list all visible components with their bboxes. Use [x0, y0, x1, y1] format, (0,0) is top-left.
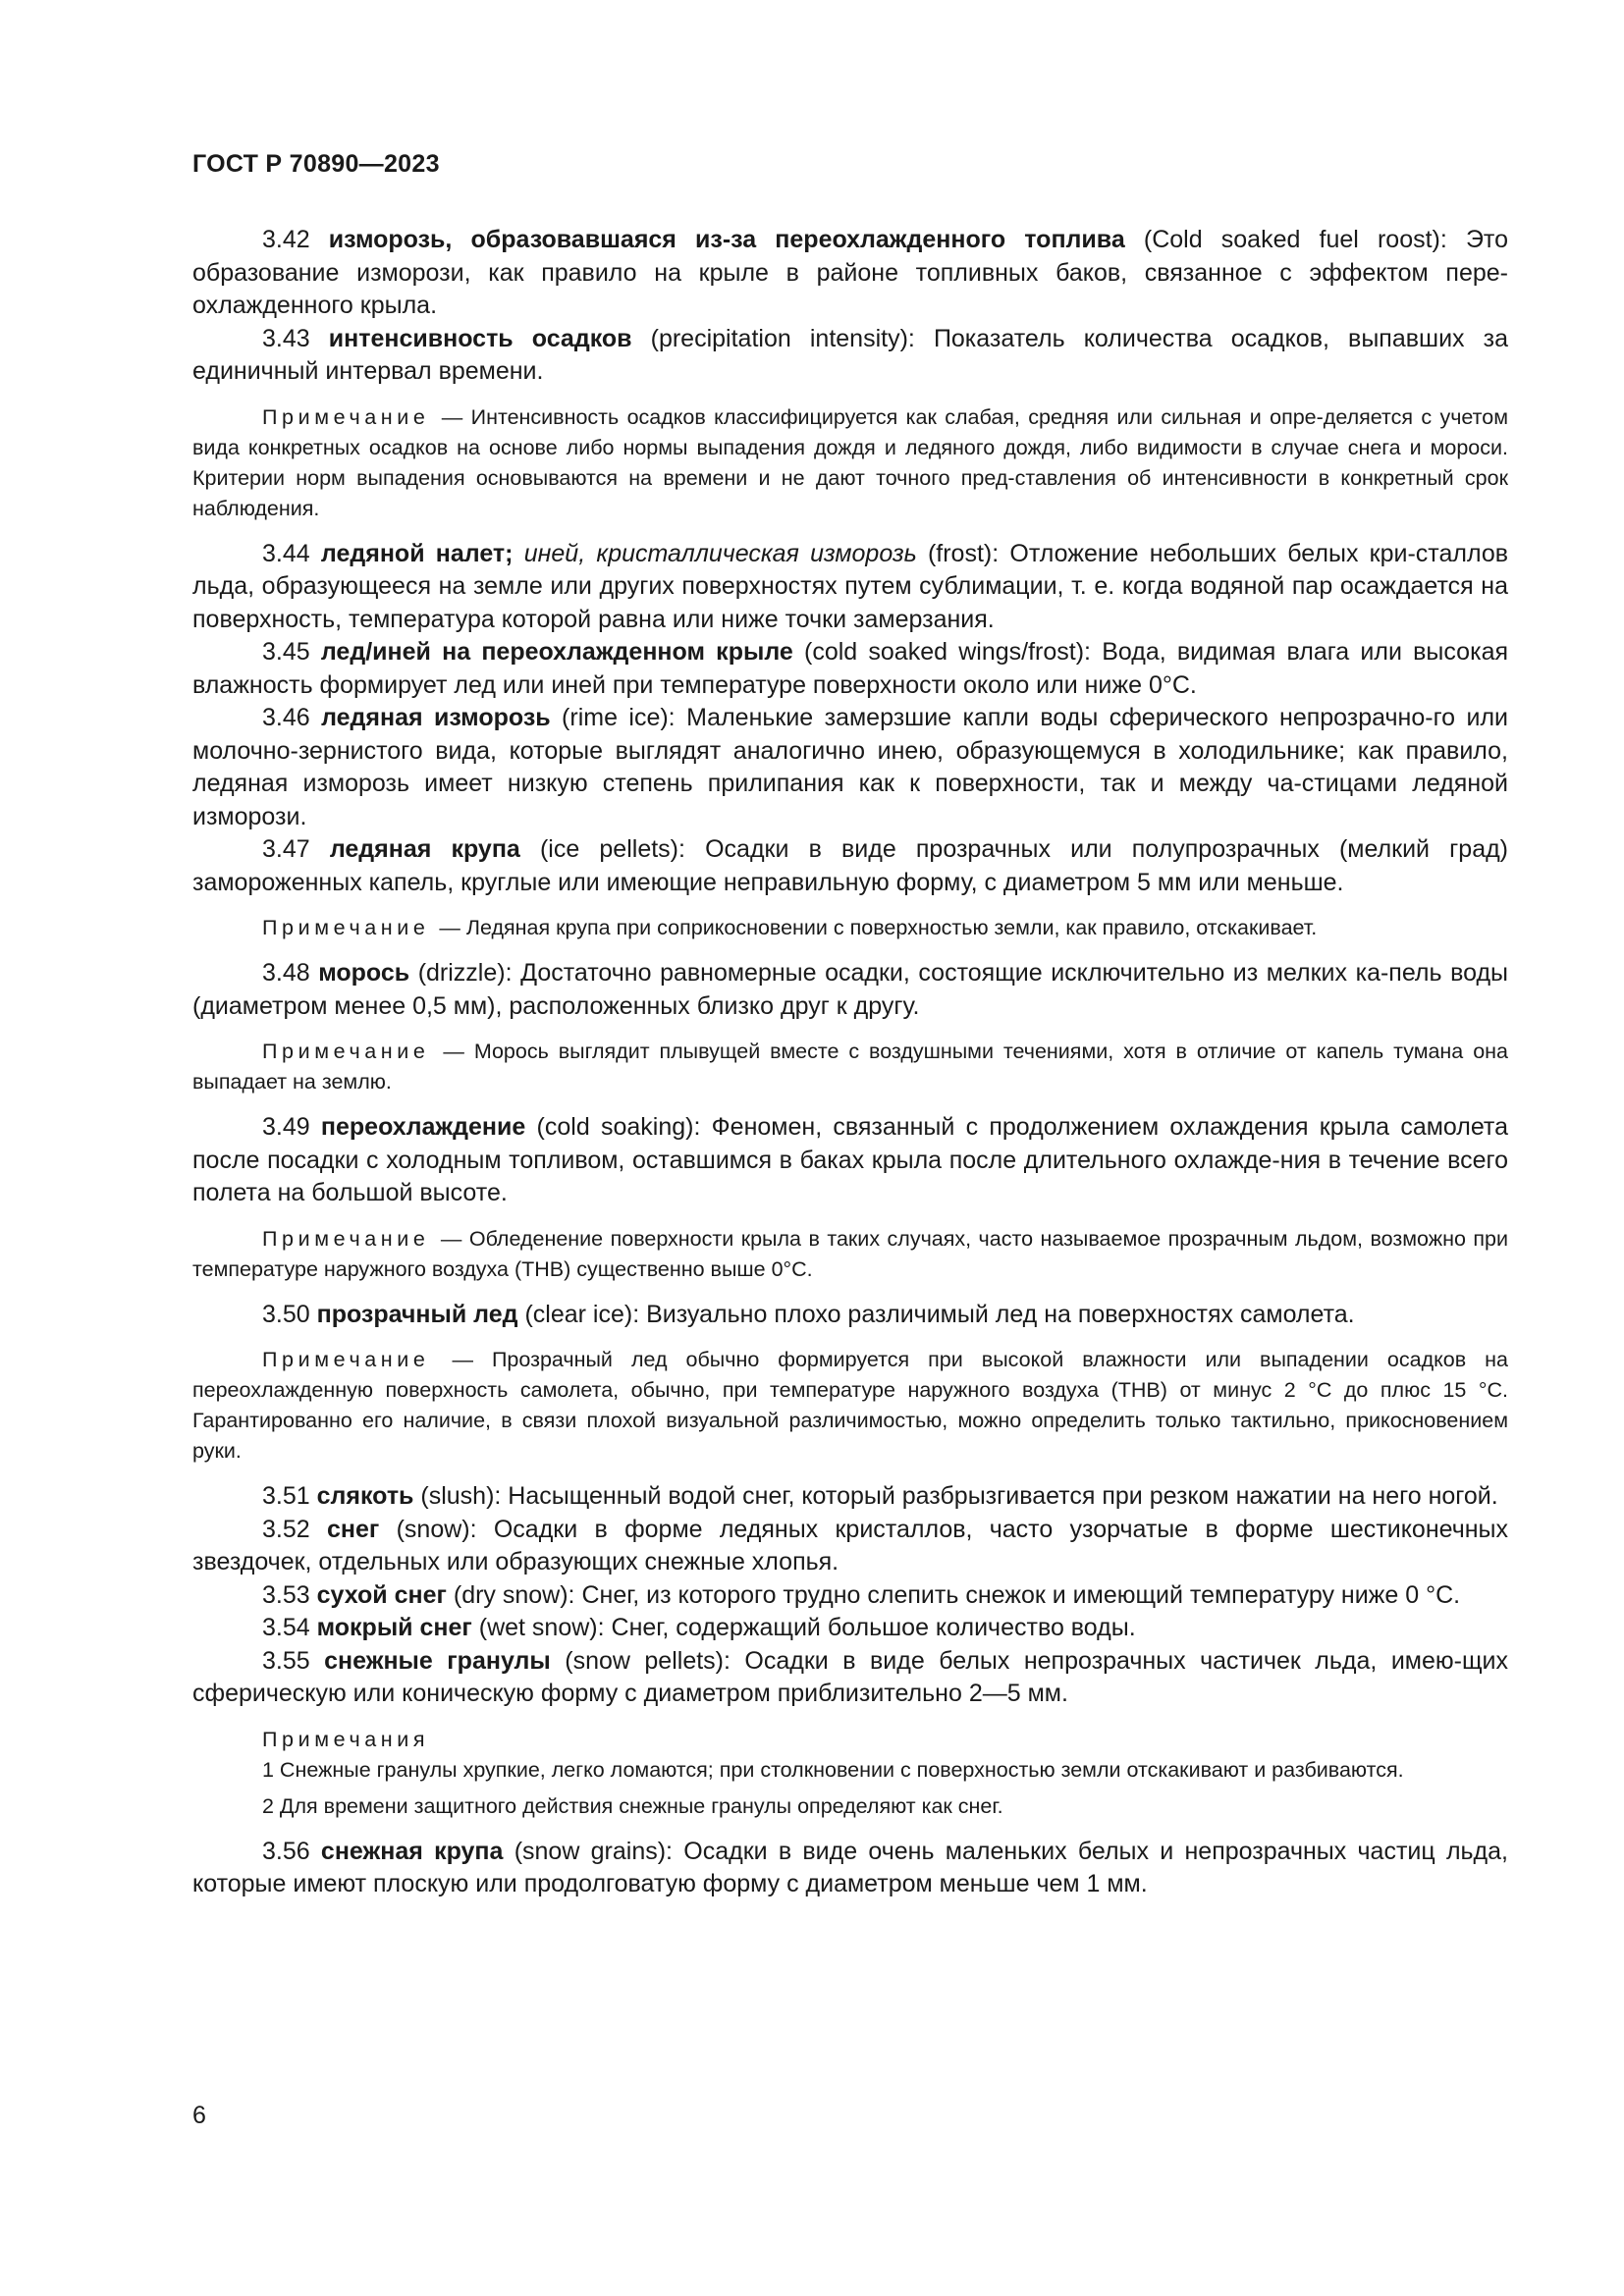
definition: Визуально плохо различимый лед на поверхностях самолета. [646, 1300, 1355, 1328]
english-term: (wet snow): [471, 1614, 612, 1641]
term-entry-3-45 [192, 636, 1508, 702]
term-entry-3-53 [192, 1579, 1508, 1613]
note-3-49 [192, 1224, 1508, 1285]
synonym-terms: иней, кристаллическая изморозь [513, 539, 917, 567]
term: снежные гранулы [324, 1646, 551, 1675]
note-text: — Морось выглядит плывущей вместе с воздушными течениями, хотя в отличие от капель тумана она выпадает на землю. [192, 1040, 1508, 1094]
term-entry-3-56 [192, 1836, 1508, 1901]
entry-number: 3.52 [262, 1515, 327, 1543]
entry-number: 3.45 [262, 638, 321, 666]
english-term: (Cold soaked fuel roost): [1124, 226, 1466, 253]
term: сухой снег [316, 1580, 447, 1609]
definition: Показатель количества осадков, выпавших за единичный интервал времени. [192, 324, 1508, 385]
term-entry-3-44 [192, 538, 1508, 637]
term: морось [318, 959, 410, 987]
entry-number: 3.49 [262, 1113, 321, 1141]
english-term: (ice pellets): [519, 835, 706, 863]
term: ледяная крупа [329, 835, 520, 863]
term-entry-3-50 [192, 1299, 1508, 1332]
definition: Достаточно равномерные осадки, состоящие исключительно из мелких ка-пель воды (диаметром менее 0,5 мм), расположенных близко друг к другу. [192, 959, 1508, 1020]
entry-number: 3.53 [262, 1580, 317, 1609]
note-3-48 [192, 1037, 1508, 1097]
definition: Насыщенный водой снег, который разбрызгивается при резком нажатии на него ногой. [508, 1482, 1498, 1510]
term: прозрачный лед [316, 1300, 518, 1328]
note-text: — Обледенение поверхности крыла в таких случаях, часто называемое прозрачным льдом, возможно при температуре наружного воздуха (ТНВ) существенно выше 0°C. [192, 1226, 1508, 1281]
term-entry-3-52 [192, 1514, 1508, 1579]
term-entry-3-51 [192, 1480, 1508, 1514]
term: интенсивность осадков [328, 324, 632, 352]
entry-number: 3.48 [262, 959, 319, 987]
note-item-1: 1 Снежные гранулы хрупкие, легко ломаются; при столкновении с поверхностью земли отскакивают и разбиваются. [262, 1757, 1404, 1782]
entry-number: 3.56 [262, 1837, 321, 1865]
term-entry-3-49 [192, 1111, 1508, 1210]
note-text: — Прозрачный лед обычно формируется при высокой влажности или выпадении осадков на переохлажденную поверхность самолета, обычно, при температуре наружного воздуха (ТНВ) от минус 2 °C до плюс 15 °C. Гарантированно его наличие, в связи плохой визуальной различимостью, можно определить только тактильно, прикосновением руки. [192, 1348, 1508, 1463]
term-entry-3-43 [192, 323, 1508, 389]
definition: Вода, видимая влага или высокая влажность формирует лед или иней при температуре поверхности около или ниже 0°C. [192, 638, 1509, 699]
english-term: (snow): [379, 1515, 494, 1543]
english-term: (clear ice): [517, 1300, 647, 1328]
entry-number: 3.44 [262, 539, 321, 567]
term: изморозь, образовавшаяся из-за переохлажденного топлива [328, 226, 1125, 253]
definition: Осадки в виде белых непрозрачных частичек льда, имею-щих сферическую или коническую форму с диаметром приблизительно 2—5 мм. [192, 1646, 1508, 1707]
term-entry-3-55 [192, 1645, 1508, 1711]
english-term: (cold soaked wings/frost): [792, 638, 1103, 666]
entry-number: 3.46 [262, 704, 322, 731]
note-label: Примечание [262, 1348, 430, 1371]
term-entry-3-54 [192, 1612, 1508, 1645]
english-term: (precipitation intensity): [631, 324, 934, 352]
term-entry-3-46 [192, 702, 1508, 833]
definition: Это образование изморози, как правило на крыле в районе топливных баков, связанное с эффектом пере-охлажденного крыла. [192, 226, 1508, 319]
english-term: (dry snow): [446, 1580, 582, 1609]
definition: Осадки в виде прозрачных или полупрозрачных (мелкий град) замороженных капель, круглые или имеющие неправильную форму, с диаметром 5 мм или меньше. [192, 835, 1509, 896]
term: ледяной налет; [320, 539, 514, 567]
english-term: (frost): [916, 539, 1010, 567]
entry-number: 3.51 [262, 1482, 317, 1510]
term: снег [326, 1515, 380, 1543]
term-entry-3-47 [192, 833, 1508, 899]
entry-number: 3.43 [262, 324, 329, 352]
term: снежная крупа [320, 1837, 504, 1865]
note-text: — Ледяная крупа при соприкосновении с поверхностью земли, как правило, отскакивает. [433, 916, 1318, 939]
note-3-47 [192, 913, 1508, 943]
note-label: Примечание [262, 1040, 430, 1063]
page-number: 6 [192, 2102, 206, 2129]
note-label: Примечание [262, 404, 430, 429]
english-term: (snow pellets): [550, 1646, 745, 1675]
definition: Осадки в форме ледяных кристаллов, часто узорчатые в форме шестиконечных звездочек, отдельных или образующих снежные хлопья. [192, 1515, 1509, 1575]
term-entry-3-48 [192, 957, 1508, 1023]
document-code-header: ГОСТ Р 70890—2023 [192, 150, 440, 178]
english-term: (rime ice): [550, 704, 687, 731]
term: лед/иней на переохлажденном крыле [320, 638, 793, 666]
note-label: Примечание [262, 1226, 430, 1251]
entry-number: 3.42 [262, 226, 329, 253]
notes-label: Примечания [262, 1727, 430, 1751]
term: слякоть [316, 1482, 414, 1510]
entry-number: 3.55 [262, 1646, 325, 1675]
definition: Феномен, связанный с продолжением охлаждения крыла самолета после посадки с холодным топливом, оставшимся в баках крыла после длительного охлажде-ния в течение всего полета на большой высоте. [192, 1113, 1508, 1206]
note-3-50 [192, 1345, 1508, 1467]
english-term: (slush): [413, 1482, 509, 1510]
note-text: — Интенсивность осадков классифицируется как слабая, средняя или сильная и опре-деляется с учетом вида конкретных осадков на основе либо нормы выпадения дождя и ледяного дождя, либо видимости в случае снега и мороси. Критерии норм выпадения основываются на времени и не дают точного пред-ставления об интенсивности в конкретный срок наблюдения. [192, 404, 1508, 520]
note-label: Примечание [262, 916, 430, 939]
entry-number: 3.47 [262, 835, 330, 863]
entry-number: 3.50 [262, 1300, 317, 1328]
definition: Снег, содержащий большое количество воды. [611, 1614, 1136, 1641]
term: ледяная изморозь [321, 704, 551, 731]
notes-heading-3-55 [192, 1725, 1508, 1755]
definition: Отложение небольших белых кри-сталлов льда, образующееся на земле или других поверхностях путем сублимации, т. е. когда водяной пар осаждается на поверхность, температура которой равна или ниже точки замерзания. [192, 539, 1509, 633]
term-entry-3-42 [192, 224, 1508, 323]
note-item-2: 2 Для времени защитного действия снежные гранулы определяют как снег. [262, 1793, 1003, 1818]
english-term: (snow grains): [503, 1837, 684, 1865]
definition: Снег, из которого трудно слепить снежок и имеющий температуру ниже 0 °C. [581, 1580, 1461, 1609]
english-term: (cold soaking): [525, 1113, 712, 1141]
entry-number: 3.54 [262, 1614, 317, 1641]
definition: Осадки в виде очень маленьких белых и непрозрачных частиц льда, которые имеют плоскую или продолговатую форму с диаметром меньше чем 1 мм. [192, 1837, 1508, 1897]
english-term: (drizzle): [409, 959, 521, 987]
term: мокрый снег [316, 1614, 472, 1641]
note-3-43 [192, 402, 1508, 524]
definition: Маленькие замерзшие капли воды сферического непрозрачно-го или молочно-зернистого вида, которые выглядят аналогично инею, образующемуся в холодильнике; как правило, ледяная изморозь имеет низкую степень прилипания как к поверхности, так и между ча-стицами ледяной изморози. [192, 704, 1508, 830]
term: переохлаждение [320, 1113, 526, 1141]
document-body [192, 224, 1508, 1901]
